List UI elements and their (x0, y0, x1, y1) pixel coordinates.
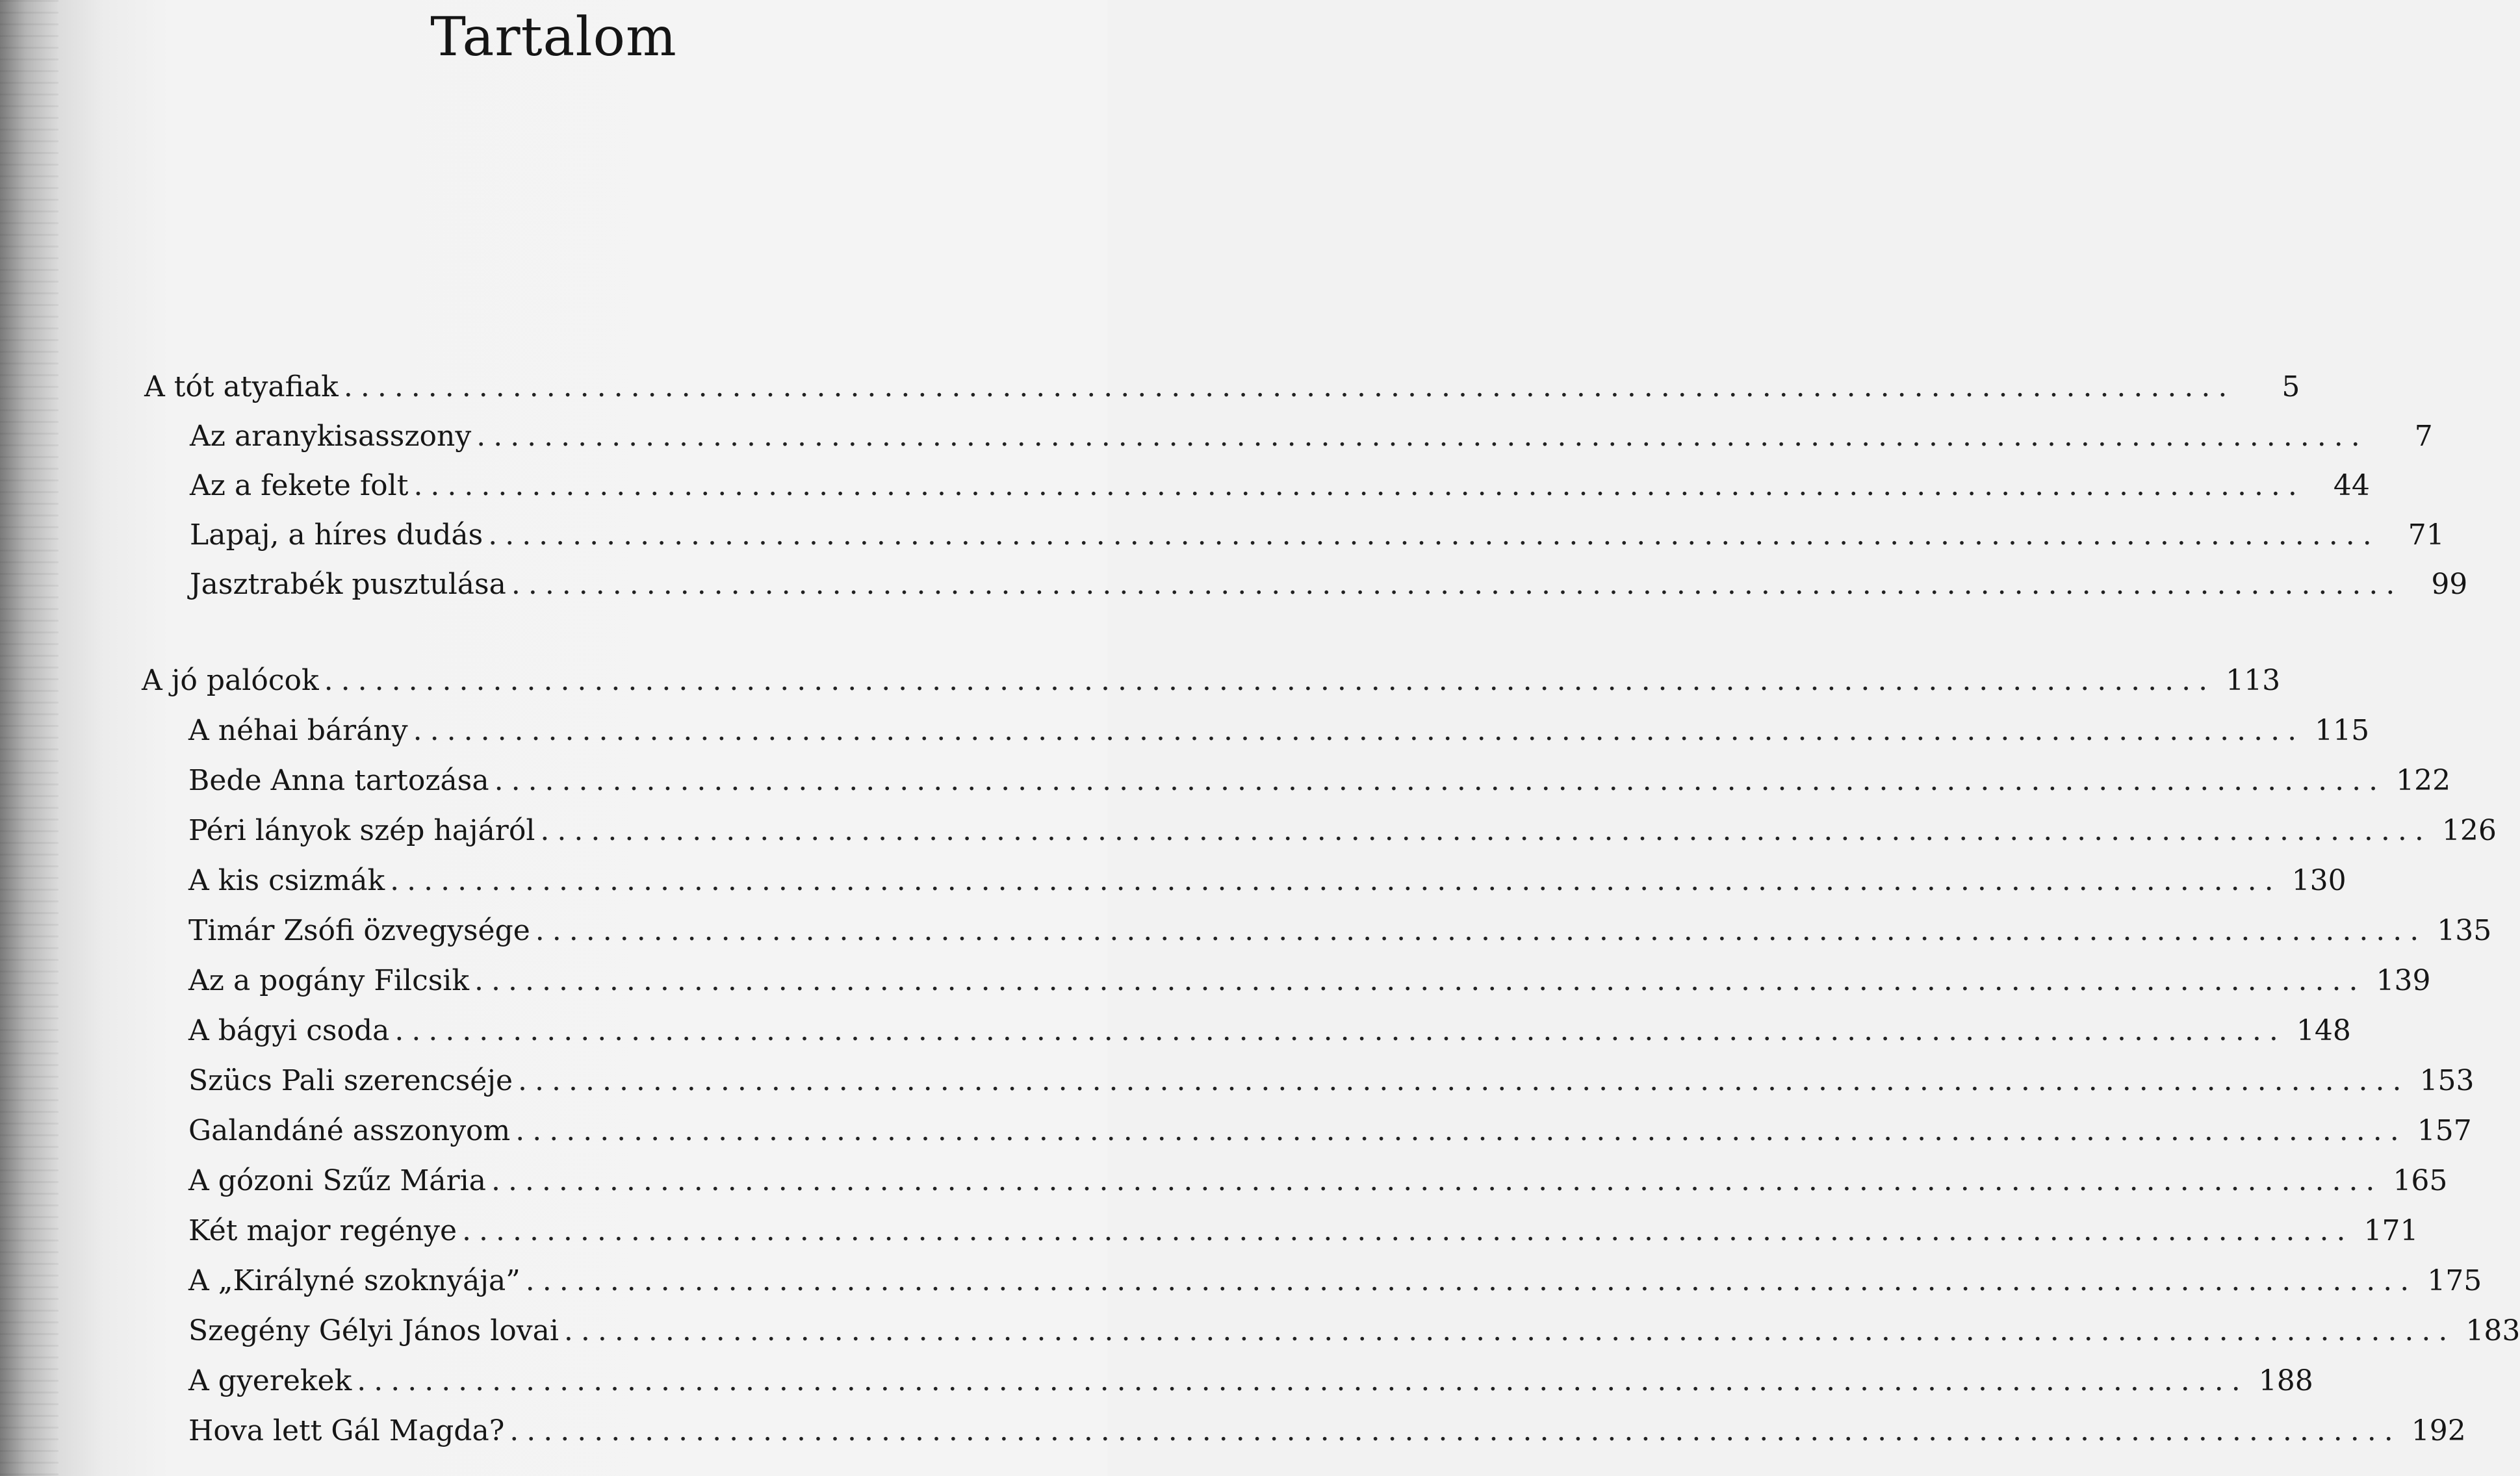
toc-entry-title: Lapaj, a híres dudás (190, 518, 483, 552)
toc-entry-title: Szegény Gélyi János lovai (188, 1314, 559, 1347)
toc-entry-title: Hova lett Gál Magda? (188, 1414, 505, 1447)
dot-leader: ................................................................................................................ (413, 714, 2305, 747)
toc-entry (188, 1006, 2351, 1056)
toc-entry-title: A kis csizmák (188, 864, 385, 897)
toc-entry (188, 906, 2492, 956)
toc-entry-title: Timár Zsófi özvegysége (188, 914, 530, 947)
toc-entry-title: Galandáné asszonyom (188, 1114, 511, 1147)
toc-page-number: 7 (2414, 420, 2433, 453)
toc-entry-title: A gyerekek (188, 1364, 352, 1397)
toc-section-heading (142, 656, 2281, 706)
toc-entry (188, 1256, 2482, 1306)
toc-entry-title: A bágyi csoda (188, 1014, 390, 1047)
dot-leader: ................................................................................................................ (511, 568, 2403, 601)
dot-leader: ................................................................................................................ (324, 664, 2216, 697)
dot-leader: ................................................................................................................ (357, 1364, 2248, 1397)
toc-section-title: A jó palócok (142, 664, 319, 697)
toc-page-number: 188 (2258, 1364, 2313, 1397)
toc-entry-title: Az a fekete folt (190, 469, 409, 502)
toc-page-number: 130 (2291, 864, 2346, 897)
dot-leader: ................................................................................................................ (462, 1214, 2354, 1247)
dot-leader: ................................................................................................................ (494, 764, 2386, 797)
dot-leader: ................................................................................................................ (525, 1264, 2417, 1297)
toc-page-number: 183 (2465, 1314, 2520, 1347)
toc-page-number: 113 (2226, 664, 2281, 697)
toc-page-number: 126 (2441, 814, 2497, 847)
toc-entry (188, 1106, 2472, 1156)
toc-section-heading (144, 363, 2300, 412)
dot-leader: ................................................................................................................ (394, 1014, 2286, 1047)
toc-entry (188, 806, 2497, 856)
toc-page-number: 135 (2437, 914, 2492, 947)
toc-entry-title: Bede Anna tartozása (188, 764, 489, 797)
toc-entry (188, 1406, 2466, 1456)
toc-entry (188, 1356, 2313, 1406)
dot-leader: ................................................................................................................ (535, 914, 2427, 947)
dot-leader: ................................................................................................................ (491, 1164, 2383, 1197)
toc-entry (188, 956, 2431, 1006)
toc-entry (188, 706, 2370, 756)
toc-page-number: 165 (2393, 1164, 2448, 1197)
toc-entry (188, 1156, 2448, 1206)
toc-page-number: 192 (2411, 1414, 2466, 1447)
toc-entry-title: Az a pogány Filcsik (188, 964, 470, 997)
toc-entry-title: Szücs Pali szerencséje (188, 1064, 513, 1097)
toc-page-number: 122 (2396, 764, 2451, 797)
toc-entry-title: Két major regénye (188, 1214, 457, 1247)
toc-entry-title: A „Királyné szoknyája” (188, 1264, 521, 1297)
toc-page-number: 115 (2315, 714, 2370, 747)
toc-page-number: 44 (2333, 469, 2370, 502)
toc-page-number: 139 (2376, 964, 2431, 997)
toc-page-number: 171 (2363, 1214, 2419, 1247)
toc-entry (190, 461, 2370, 511)
toc-entry-title: A néhai bárány (188, 714, 408, 747)
toc-section-title: A tót atyafiak (144, 370, 339, 403)
toc-entry (188, 856, 2346, 906)
toc-page-number: 175 (2427, 1264, 2482, 1297)
toc-entry-title: A gózoni Szűz Mária (188, 1164, 486, 1197)
toc-page-number: 148 (2296, 1014, 2351, 1047)
toc-page-number: 157 (2417, 1114, 2472, 1147)
dot-leader: ................................................................................................................ (515, 1114, 2407, 1147)
dot-leader: ................................................................................................................ (518, 1064, 2410, 1097)
toc-entry (190, 412, 2433, 461)
dot-leader: ................................................................................................................ (563, 1314, 2456, 1347)
toc-entry (188, 1056, 2475, 1106)
toc-page-number: 71 (2408, 518, 2445, 552)
toc-page-number: 153 (2419, 1064, 2475, 1097)
toc-entry (188, 1206, 2419, 1256)
toc-page-number: 5 (2282, 370, 2300, 403)
dot-leader: ................................................................................................................ (476, 420, 2368, 453)
toc-entry (188, 1306, 2520, 1356)
toc-entry (190, 560, 2468, 609)
page-title: Tartalom (430, 6, 677, 68)
toc-entry (190, 511, 2445, 560)
dot-leader: ................................................................................................................ (488, 518, 2380, 552)
toc-entry-title: Jasztrabék pusztulása (190, 568, 506, 601)
dot-leader: ................................................................................................................ (474, 964, 2366, 997)
toc-page-number: 99 (2431, 568, 2468, 601)
toc-entry-title: Péri lányok szép hajáról (188, 814, 535, 847)
toc-entry-title: Az aranykisasszony (190, 420, 472, 453)
dot-leader: ................................................................................................................ (413, 469, 2305, 502)
dot-leader: ................................................................................................................ (390, 864, 2282, 897)
dot-leader: ................................................................................................................ (343, 370, 2235, 403)
dot-leader: ................................................................................................................ (540, 814, 2432, 847)
dot-leader: ................................................................................................................ (509, 1414, 2401, 1447)
toc-entry (188, 756, 2451, 806)
